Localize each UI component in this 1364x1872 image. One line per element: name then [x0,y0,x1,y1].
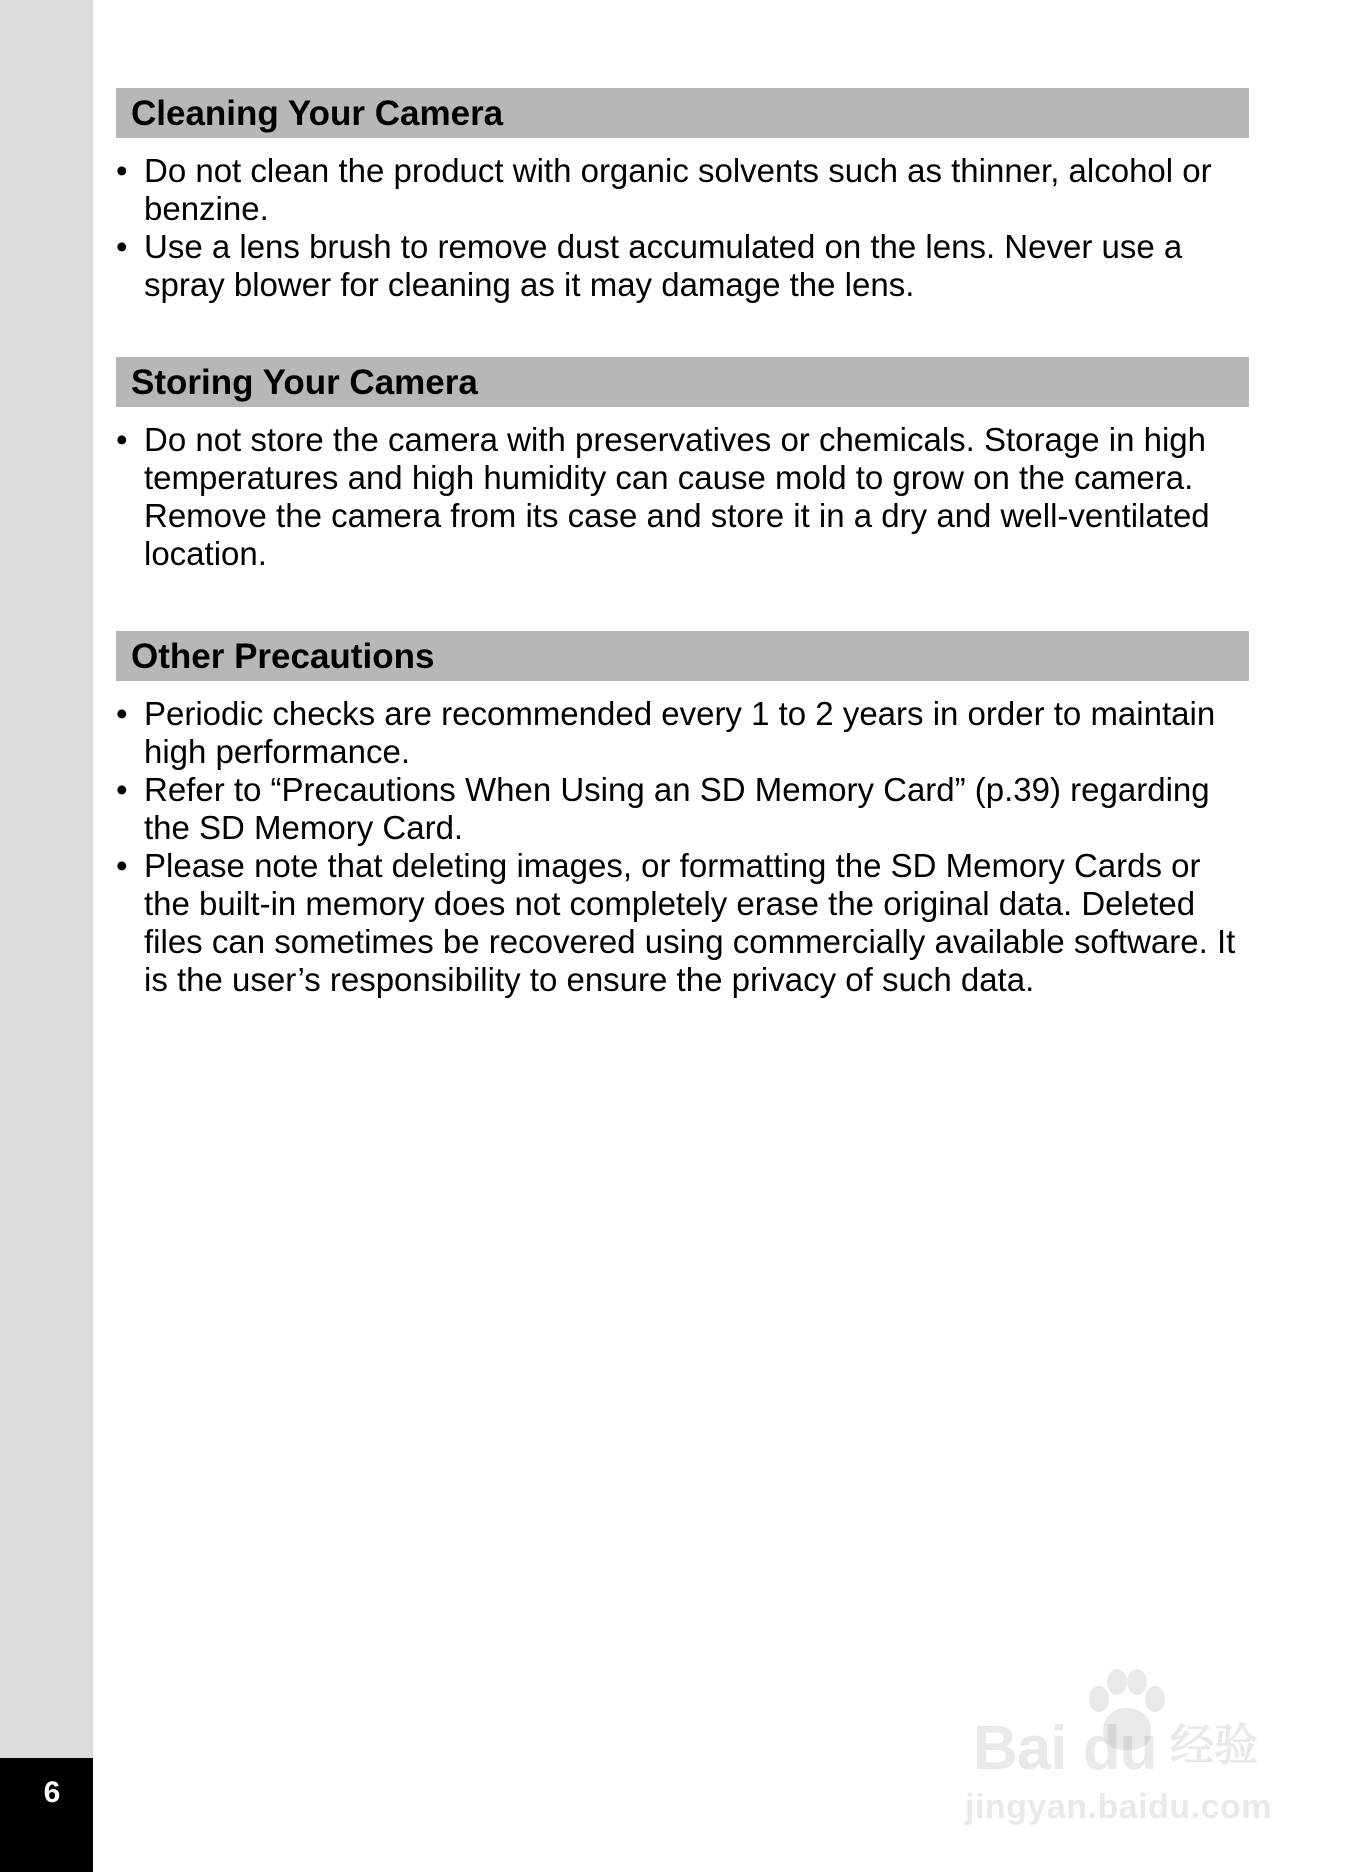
bullet-icon: • [116,695,128,732]
section-title: Other Precautions [131,636,435,676]
section-title: Storing Your Camera [131,362,478,402]
other-precautions-section [116,631,1249,999]
storing-list [116,421,1249,573]
list-item [116,847,1249,999]
list-item-text: Periodic checks are recommended every 1 to 2 years in order to maintain high performance. [144,695,1216,770]
cleaning-your-camera-section [116,88,1249,304]
bullet-icon: • [116,847,128,884]
watermark-brand: Bai du [973,1714,1157,1783]
list-item-text: Use a lens brush to remove dust accumulated on the lens. Never use a spray blower for cleaning as it may damage the lens. [144,228,1183,303]
paw-icon [1077,1664,1177,1764]
other-precautions-list [116,695,1249,999]
list-item-text: Refer to “Precautions When Using an SD Memory Card” (p.39) regarding the SD Memory Card. [144,771,1210,846]
list-item [116,421,1249,573]
list-item [116,695,1249,771]
section-title: Cleaning Your Camera [131,93,504,133]
cleaning-list [116,152,1249,304]
watermark-chinese-text: 经验 [1170,1721,1258,1770]
section-header [116,357,1249,407]
left-margin-strip [0,0,93,1758]
list-item-text: Do not store the camera with preservatives or chemicals. Storage in high temperatures and high humidity can cause mold to grow on the camera. Remove the camera from its case and store it in a dry and well-ventilated location. [144,421,1210,572]
baidu-jingyan-watermark [965,1664,1285,1834]
storing-your-camera-section [116,357,1249,573]
list-item [116,152,1249,228]
manual-content [116,88,1249,999]
bullet-icon: • [116,152,128,189]
watermark-url: jingyan.baidu.com [965,1788,1272,1826]
bullet-icon: • [116,228,128,265]
bullet-icon: • [116,771,128,808]
section-header [116,88,1249,138]
page-number-box [0,1758,93,1872]
list-item-text: Please note that deleting images, or formatting the SD Memory Cards or the built-in memory does not completely erase the original data. Deleted files can sometimes be recovered using commercially available software. It is the user’s responsibility to ensure the privacy of such data. [144,847,1236,998]
section-header [116,631,1249,681]
list-item-text: Do not clean the product with organic solvents such as thinner, alcohol or benzine. [144,152,1212,227]
list-item [116,771,1249,847]
page-number: 6 [43,1776,61,1809]
bullet-icon: • [116,421,128,458]
list-item [116,228,1249,304]
